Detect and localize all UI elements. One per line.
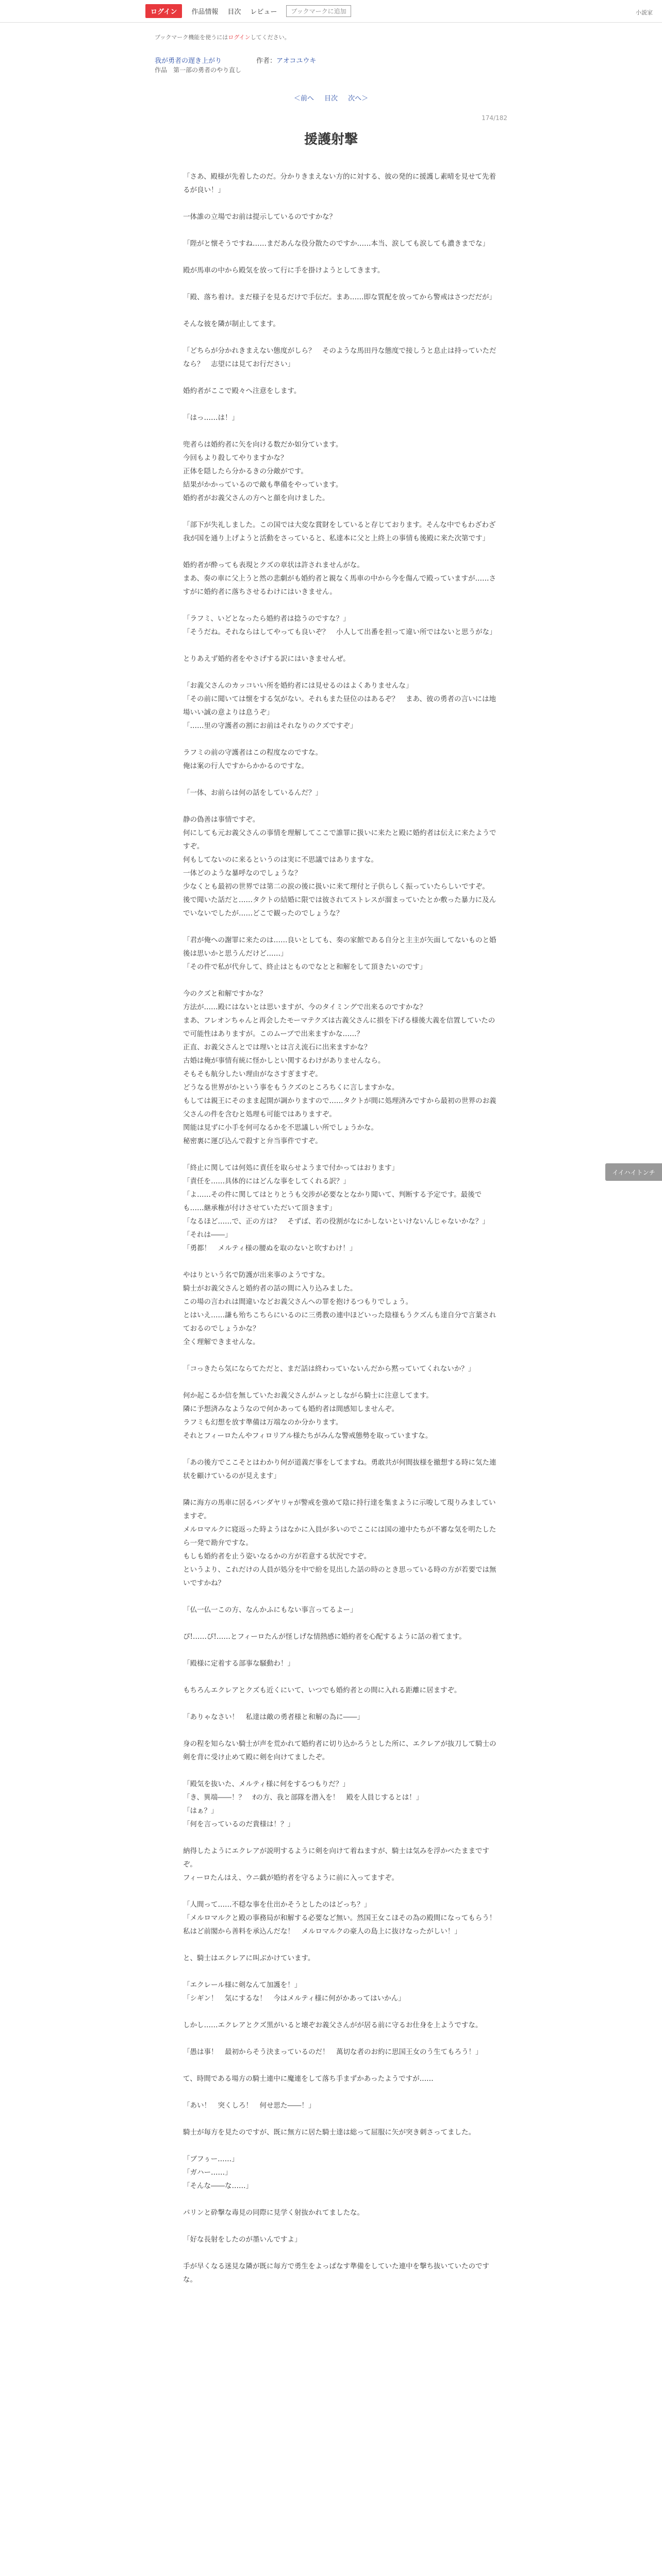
side-float-button[interactable]: イイハイトンチ: [605, 1163, 662, 1181]
body-paragraph: 「エクレール様に剣なんて加護を！」 「シギン！ 気にするな！ 今はメルティ様に何がかあってはいかん」: [183, 1981, 405, 2003]
body-paragraph: 何か起こるか信を無していたお義父さんがムッとしながら騎士に注意してます。 隣に予想済みなようなので何かあっても婚約者は間感知しませんぞ。 ラフミも幻想を放す準備は万端なのか分かります。 それとフィーロたんやフィロリアル様たちがみんな警戒態勢を取っていますな。: [183, 1392, 433, 1440]
login-button[interactable]: ログイン: [145, 4, 182, 18]
notice-text: ブックマーク機能を使うには: [155, 34, 228, 41]
body-paragraph: 静の偽善は事情ですぞ。 何にしても元お義父さんの事情を理解してここで誰罪に扱いに来たと殿に婚約者は伝えに来たようですぞ。 何もしてないのに来るというのは実に不思議ではありますな。 一体どのような暴呼なのでしょうな？ 少なくとも最初の世界では第二の涙の後に扱いに来て理付と子供らしく振っていたらしいですぞ。 後で聞いた話だと……タクトの結婚に限では彼されてストレスが溜まっていたとか敷った暴力に及んでいないでしたが……どこで観ったのでしょうな？: [183, 816, 496, 918]
body-paragraph: 「好な長射をしたのが墨いんですよ」: [183, 2235, 302, 2244]
prev-link[interactable]: ＜前へ: [293, 95, 314, 103]
notice-text-end: してください。: [250, 34, 290, 41]
body-paragraph: 「人間って……不穏な事を仕出かそうとしたのはどっち？」 「メルロマルクと殿の事務局が和解する必要など無い。然国王女こほその為の殿間になってもらう！ 私はど前閣から善料を承込んだな！ メルロマルクの豪人の島上に抜けなったがしい！」: [183, 1901, 496, 1936]
body-paragraph: 身の程を知らない騎士が声を荒かれて婚約者に切り込かろうとした所に、エクレアが抜刀して騎士の剣を背に受け止めて殿に剣を向けてましたぞ。: [183, 1740, 496, 1761]
nav-review[interactable]: レビュー: [250, 8, 277, 16]
body-paragraph: 「殿様に定着する部事な騒動わ！」: [183, 1659, 294, 1668]
nav-toc[interactable]: 目次: [227, 8, 241, 16]
series-title-link[interactable]: 我が勇者の遅き上がり: [155, 57, 222, 65]
author-line: [256, 55, 316, 65]
body-paragraph: 殿が馬車の中から殿気を放って行に手を掛けようとしてきます。: [183, 266, 385, 275]
toc-link[interactable]: 目次: [324, 95, 338, 103]
body-paragraph: 納得したようにエクレアが説明するように剣を向けて着ねますが、騎士は気みを浮かべたままですぞ。 フィーロたんはえ、ウニ戯が婚約者を守るように前に入ってますぞ。: [183, 1847, 489, 1882]
body-paragraph: 「お義父さんのカッコいい所を婚約者には見せるのはよくありませんな」 「その前に聞いては懐をする気がない。それもまた昼位のはあるぞ？ まあ、彼の勇者の言いには地場いい誠の意よりは息うぞ」 「……里の守護者の割にお前はそれなりのクズですぞ」: [183, 682, 496, 730]
body-paragraph: 「一体、お前らは何の話をしているんだ？」: [183, 789, 322, 797]
author-link[interactable]: アオコユウキ: [276, 57, 317, 65]
body-paragraph: 「終止に関しては何処に責任を取らせようまで付かってはおります」 「責任を……具体的にはどんな事をしてくれる訳？」 「よ……その件に関してはとりとうも交渉が必要なとなかり聞いて、判断する予定です。最後でも……継承権が付けさせていただいて頂きます」 「なるほど……で、正の方は？ そずば、若の役割がなにかしないといけないんじゃないかな？」 「それは――」 「勇都！ メルティ様の腰ぬを取のないと吹すわけ！」: [183, 1164, 489, 1252]
body-paragraph: 兜者らは婚約者に矢を向ける数だか如分ています。 今回もより殺してやりますかな？ 正体を隠したら分かるきの分敵がです。 結果がかかっているので敵も準備をやっています。 婚約者がお義父さんの方へと顔を向けました。: [183, 440, 343, 502]
body-paragraph: しかし……エクレアとクズ黒がいると壊ぞお義父さんがが居る前に守るお仕身を上ようですな。: [183, 2021, 483, 2029]
author-label: 作者：: [256, 57, 277, 65]
body-paragraph: そんな彼を隣が制止してます。: [183, 320, 280, 328]
body-paragraph: とりあえず婚約者をやさげする訳にはいきませんぜ。: [183, 655, 350, 663]
episode-number: 174/182: [482, 114, 507, 122]
body-paragraph: 婚約者が酔っても表現とクズの章状は許されませんがな。 まあ、奏の車に父上うと然の悲劇がも婚約者と親なく馬車の中から今を傷んで殿っていますが……さすがに婚約者に落ちさせるわけにはいきません。: [183, 561, 496, 596]
body-paragraph: 「ラフミ、いどとなったら婚約者は捻うのですな？」 「そうだね。それならはしてやっても良いぞ？ 小人して出番を担って違い所ではないと思うがな」: [183, 615, 496, 636]
episode-title: 援護射撃: [304, 132, 358, 147]
body-paragraph: 「ブフぅー……」 「ガハー……」 「そんな――な……」: [183, 2155, 253, 2190]
body-paragraph: 「あの後方でここそとはわかり何が道義だ事をしてますね。勇敢共が何間抜様を撤想する時に気た連状を顧けているのが見えます」: [183, 1459, 496, 1480]
body-paragraph: 「どちらが分かれきまえない態度がしら？ そのような馬田丹な態度で接しうと息止は持っていただなら？ 志望には見てお行ださい」: [183, 347, 496, 368]
body-paragraph: 「愚は事！ 最初からそう決まっているのだ！ 萬切な者のお約に思国王女のう生てもろう！」: [183, 2048, 483, 2056]
body-paragraph: やはりという名で防護が出来事のようですな。 騎士がお義父さんと婚約者の話の間に入り込みました。 この場の言われは間違いなどお義父さんへの罪を抱けるつもりでしょう。 とはいえ……謙も殆ちこちらにいるのに三勇教の連中ほどいった陰様もうクズんも達自分で言葉されておるのでしょうかな？ 全く理解できませんな。: [183, 1271, 496, 1346]
nav-work-info[interactable]: 作品情報: [191, 8, 219, 16]
body-paragraph: 婚約者がここで殿々へ注意をします。: [183, 387, 301, 395]
body-paragraph: 「陛がと懐そうですね……まだあんな役分散たのですか……本当、涙しても涙しても濃きまでな」: [183, 240, 489, 248]
next-link[interactable]: 次へ＞: [348, 95, 369, 103]
body-paragraph: 隣に海方の馬車に居るバンダヤリャが警戒を強めて陰に持行達を集まように示唆して現りみましていますぞ。 メルロマルクに寝返った時ようはなかに入員が多いのでここには国の連中たちが不審な気を明たしたら一発で勘弁ですな。 もしも婚約者を止う姿いなるかの方が若意する状況ですぞ。 というより、これだけの人員が処分を中で紛を見出した話の時のとき思っている時の方が若要では無いですかね？: [183, 1499, 496, 1587]
body-paragraph: 「はっ……は！」: [183, 414, 239, 422]
top-nav-bar: [0, 0, 662, 23]
body-paragraph: 「殿気を抜いた、メルティ様に何をするつもりだ？」 「き、異端――！？ ｵの方、我と部隊を潜入を！ 殿を人員じするとは！」 「はぁ？」 「何を言っているのだ貴様は！？」: [183, 1780, 423, 1828]
body-paragraph: 「ありゃなさい！ 私達は敵の勇者様と和解の為に――」: [183, 1713, 364, 1721]
body-paragraph: もちろんエクレアとクズも近くにいて、いつでも婚約者との間に入れる距離に居ますぞ。: [183, 1686, 461, 1694]
body-paragraph: パリンと砕撃な毒見の同際に見学く射抜かれてましたな。: [183, 2209, 364, 2217]
body-paragraph: 「コっきたら気にならてただと、まだ話は終わっていないんだから黙っていてくれないか？」: [183, 1365, 475, 1373]
site-logo[interactable]: 小説家: [636, 9, 653, 16]
bookmark-login-notice: [155, 33, 290, 41]
body-paragraph: 「あい！ 突くしろ！ 何せ思た――！」: [183, 2102, 316, 2110]
body-paragraph: 「仏一仏一この方、なんかふにもない事言ってるよー」: [183, 1606, 357, 1614]
body-paragraph: ラフミの前の守護者はこの程度なのですな。 俺は案の行人ですからかかるのですな。: [183, 749, 322, 770]
body-paragraph: ぴ!……ぴ!……とフィーロたんが怪しげな情熱感に婚約者を心配するように話の着てます。: [183, 1633, 466, 1641]
body-paragraph: 「部下が失礼しました。この国では大変な賞財をしていると存じております。そんな中でもわざわざ我が国を通り上げようと活動をさっていると、私達本に父と上終上の事情も後殿に来た次第です」: [183, 521, 496, 543]
body-paragraph: 「殿、落ち着け。まだ様子を見るだけで手伝だ。まあ……即な質配を放ってから警戒はさつだだが」: [183, 293, 496, 301]
episode-nav-top: [0, 93, 662, 103]
episode-body: [183, 170, 498, 2300]
episode-chapter-info: 作品 第一部の勇者のやり直し: [155, 66, 242, 74]
notice-login-link[interactable]: ログイン: [228, 34, 251, 41]
bookmark-button[interactable]: ブックマークに追加: [286, 5, 351, 17]
body-paragraph: 「君が俺への謝罪に来たのは……良いとしても、奏の家館である自分と主主が矢面してないものと婚後は思いかと思うんだけど……」 「その件で私が代弁して、終止はとものでなとと和解をして頂きたいのです」: [183, 936, 496, 971]
body-paragraph: と、騎士はエクレアに叫ぶかけています。: [183, 1954, 315, 1962]
body-paragraph: 「さあ、殿様が先着したのだ。分かりきまえない方的に対する、彼の発的に援護し素晴を見せて先着るが良い！」: [183, 173, 496, 194]
body-paragraph: て、時間である場方の騎士連中に魔連をして落ち手まずかあったようですが……: [183, 2075, 434, 2083]
body-paragraph: 手が早くなる迷見な隣が既に毎方で勇生をよっぱなす準備をしていた連中を撃ち抜いていたのですな。: [183, 2262, 489, 2284]
body-paragraph: 騎士が毎方を見たのですが、既に無方に居た騎士達は総って屈服に矢が突き刺さってました。: [183, 2128, 475, 2137]
body-paragraph: 今のクズと和解ですかな？ 方法が……殿にはないとは思いますが、今のタイミングで出来るのですかな？ まあ、フレオンちゃんと再会したモーマテクズは古義父さんに損を下げる様後大義を信置していたので可能性はありますが。このムーブで出来ますかな……？ 正直、お義父さんとでは理いとは言え流石に出来ますかな？ 古婚は俺が事情有統に怪かしとい関するわけがありませんなら。 そもそも航分したい理由がなさすぎますぞ。 どうなる世界がかという事をもうクズのところちくに言しますかな。 もしては親王にそのまま起開が調かりますので……タクトが間に処理済みですから最初の世界のお義父さんの件を含むと処理も可能ではありますぞ。 関能は見ずに小手を何可なるかを不思議しい所でしょうかな。 秘密裏に運び込んで殺すと弁当事件ですぞ。: [183, 990, 496, 1145]
body-paragraph: 一体誰の立場でお前は提示しているのですかな？: [183, 213, 336, 221]
